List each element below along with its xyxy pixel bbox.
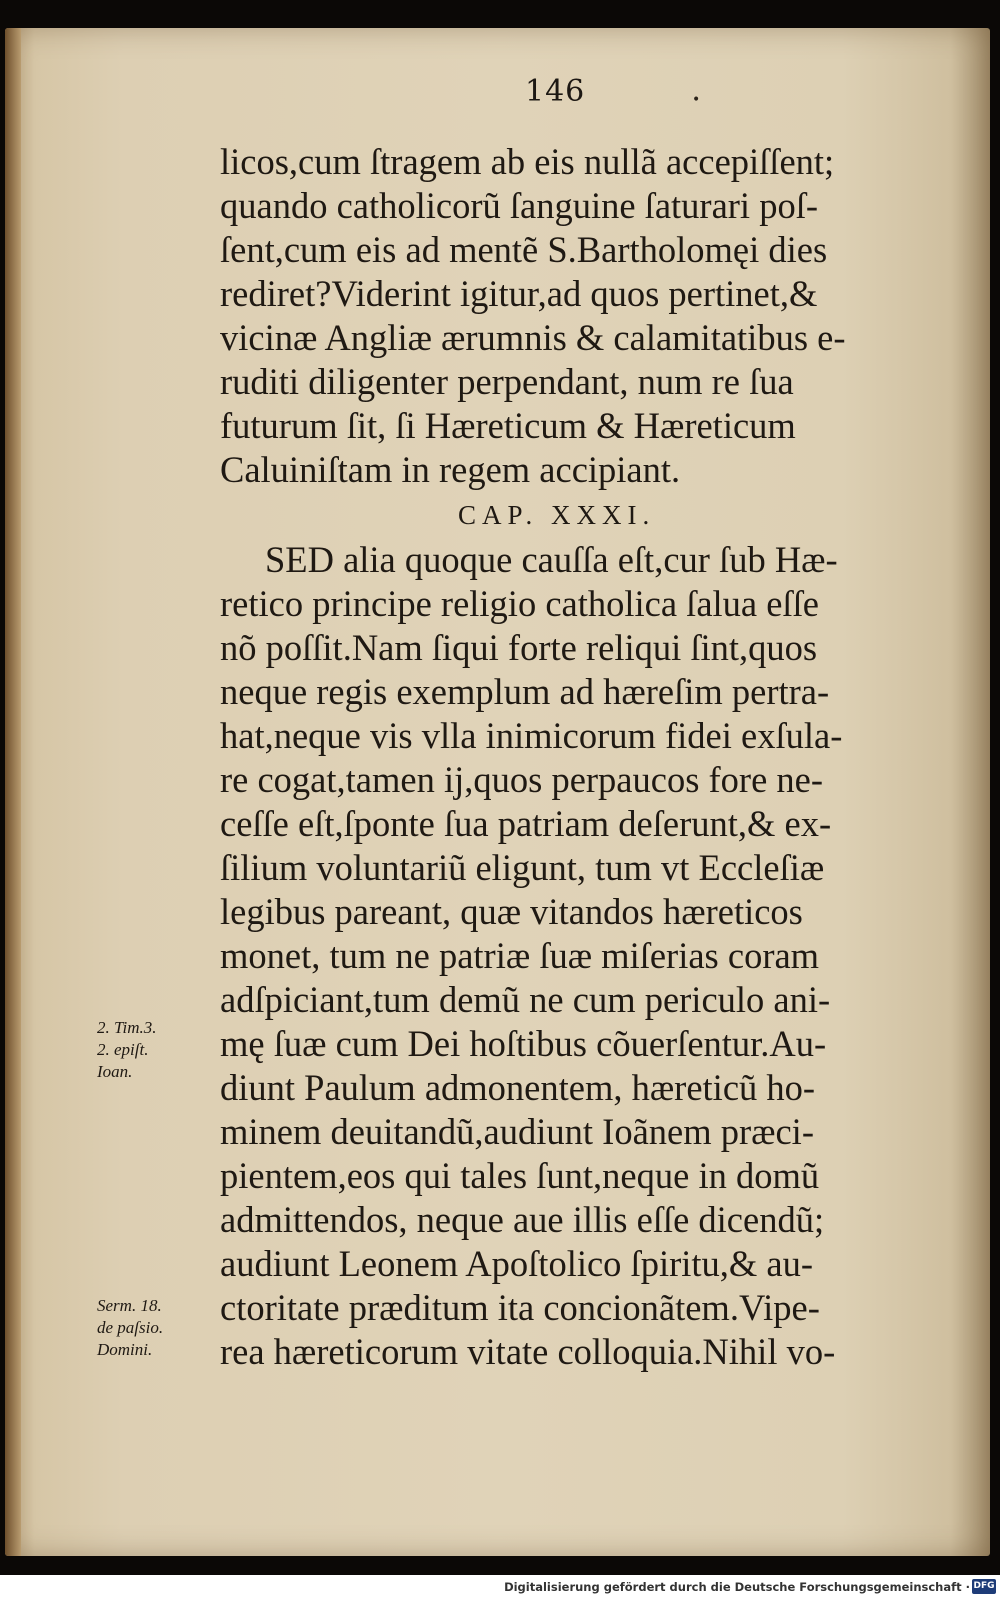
margin-note-line: Serm. 18. [97,1296,162,1315]
text-line: ctoritate præditum ita concionãtem.Vipe- [220,1287,820,1328]
text-line: audiunt Leonem Apoſtolico ſpiritu,& au- [220,1243,814,1284]
text-line: diunt Paulum admonentem, hæreticũ ho- [220,1067,816,1108]
page-number: 146 [525,74,586,109]
text-line: quando catholicorũ ſanguine ſaturari poſ- [220,185,818,226]
text-line: SED alia quoque cauſſa eſt,cur ſub Hæ- [265,539,838,580]
footer-credit-text: Digitalisierung gefördert durch die Deutsche Forschungsgemeinschaft · [504,1580,970,1594]
margin-note-line: Domini. [97,1340,153,1359]
text-line: ſent,cum eis ad mentẽ S.Bartholomęi dies [220,229,828,270]
text-line: hat,neque vis vlla inimicorum fidei exſula- [220,715,843,756]
text-line: licos,cum ſtragem ab eis nullã accepiſſent; [220,141,835,182]
margin-note-timothy [97,1017,157,1083]
text-line: vicinæ Angliæ ærumnis & calamitatibus e- [220,317,846,358]
text-line: adſpiciant,tum demũ ne cum periculo ani- [220,979,831,1020]
text-line: ruditi diligenter perpendant, num re ſua [220,361,794,402]
text-line: ſilium voluntariũ eligunt, tum vt Eccleſiæ [220,847,825,888]
text-line: Caluiniſtam in regem accipiant. [220,449,681,490]
text-line: legibus pareant, quæ vitandos hæreticos [220,891,803,932]
footer-credit-bar [0,1575,1000,1599]
text-line: futurum ſit, ſi Hæreticum & Hæreticum [220,405,796,446]
text-line: monet, tum ne patriæ ſuæ miſerias coram [220,935,820,976]
margin-note-line: 2. Tim.3. [97,1018,157,1037]
margin-note-line: Ioan. [97,1062,133,1081]
text-line: rediret?Viderint igitur,ad quos pertinet,& [220,273,818,314]
text-line: mę ſuæ cum Dei hoſtibus cõuerſentur.Au- [220,1023,827,1064]
text-line: neque regis exemplum ad hæreſim pertra- [220,671,830,712]
body-text [220,140,920,1374]
margin-note-line: de paſsio. [97,1318,164,1337]
text-line: ceſſe eſt,ſponte ſua patriam deſerunt,& ex- [220,803,832,844]
text-line: nõ poſſit.Nam ſiqui forte reliqui ſint,quos [220,627,818,668]
page-edge [5,28,21,1556]
dfg-logo: DFG [972,1579,996,1594]
text-line: minem deuitandũ,audiunt Ioãnem præci- [220,1111,814,1152]
margin-note-sermon [97,1295,163,1361]
text-line: pientem,eos qui tales ſunt,neque in domũ [220,1155,820,1196]
text-line: rea hæreticorum vitate colloquia.Nihil vo- [220,1331,836,1372]
chapter-heading: CAP. XXXI. [458,500,656,530]
text-line: re cogat,tamen ij,quos perpaucos fore ne- [220,759,824,800]
text-line: admittendos, neque aue illis eſſe dicendũ; [220,1199,825,1240]
ink-mark-icon: • [692,92,701,108]
text-line: retico principe religio catholica ſalua eſſe [220,583,819,624]
margin-note-line: 2. epiſt. [97,1040,149,1059]
